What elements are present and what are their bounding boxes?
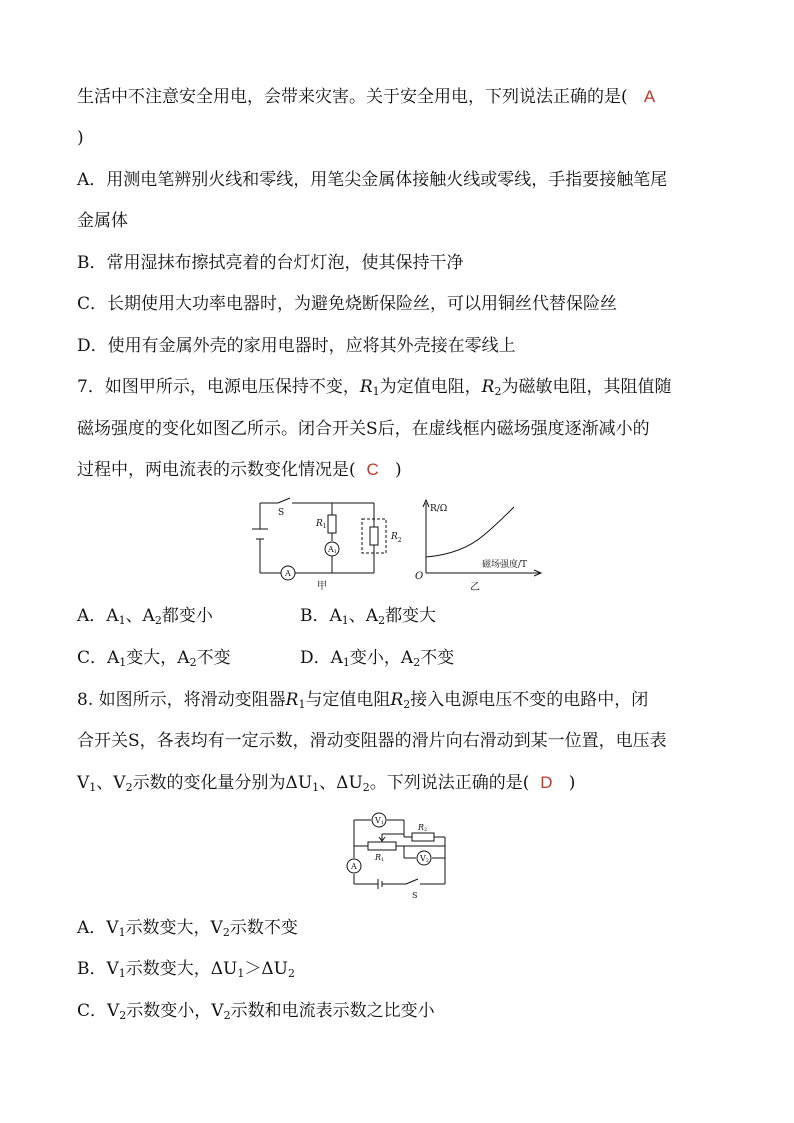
q6-option-b: B．常用湿抹布擦拭亮着的台灯灯泡，使其保持干净 [77,253,464,273]
q8-fig-label-v1: V1 [375,816,384,826]
q7-fig-label-a1: A1 [328,545,337,555]
q7-stem-line3: 过程中，两电流表的示数变化情况是( C ) [77,460,402,480]
q7-option-c: C．$A_1$变大，$A_2$不变 [77,648,231,669]
q7-fig-label-a: A [285,569,291,578]
q7-fig-label-r2-text: $R_2$ [391,532,402,544]
q6-option-c: C．长期使用大功率电器时，为避免烧断保险丝，可以用铜丝代替保险丝 [77,294,618,314]
q8-circuit-figure [340,810,460,902]
q7-graph-axis-y: R/Ω [430,504,448,514]
q7-graph-origin: O [415,571,424,582]
q6-stem: 生活中不注意安全用电，会带来灾害。关于安全用电，下列说法正确的是( A [77,87,656,107]
q7-circuit-figure-jia [250,495,390,595]
q6-option-a-cont: 金属体 [77,211,128,231]
q8-option-c: C．$V_2$示数变小，$V_2$示数和电流表示数之比变小 [77,1001,435,1022]
q7-option-b: B．$A_1$、$A_2$都变大 [300,606,437,627]
q7-graph-axis-x: 磁场强度/T [482,560,528,570]
q7-answer: C [366,460,379,479]
q6-answer: A [643,87,656,106]
q7-fig-label-s: S [278,508,285,518]
q6-close: ) [77,128,84,148]
q8-stem-line3: $V_1$、$V_2$示数的变化量分别为$\Delta U_1$、$\Delta U_2$。下列说法正确的是( D ) [77,773,576,794]
q8-fig-label-r1: R1 [375,853,385,863]
q8-fig-label-s: S [412,891,418,900]
q8-answer: D [540,773,553,792]
q8-fig-label-v2: V2 [420,854,429,864]
q7-fig-label-yi: 乙 [470,582,480,593]
q7-stem-line2: 磁场强度的变化如图乙所示。闭合开关S后，在虚线框内磁场强度逐渐减小的 [77,419,650,439]
q8-option-b: B．$V_1$示数变大，$\Delta U_1>\Delta U_2$ [77,959,295,980]
q7-graph-curve [426,507,514,557]
q8-stem-line1: 8. 如图所示，将滑动变阻器$R_1$与定值电阻$R_2$接入电源电压不变的电路中，闭 [77,690,649,711]
q7-graph-figure-yi [410,495,550,595]
q8-stem-line2: 合开关S，各表均有一定示数，滑动变阻器的滑片向右滑动到某一位置，电压表 [77,731,667,751]
q8-fig-label-a: A [351,862,357,871]
q8-option-a: A．$V_1$示数变大，$V_2$示数不变 [77,918,298,939]
q7-stem-line1: 7．如图甲所示，电源电压保持不变，$R_1$为定值电阻，$R_2$为磁敏电阻，其阻值随 [77,377,672,398]
q6-option-d: D．使用有金属外壳的家用电器时，应将其外壳接在零线上 [77,336,516,356]
q7-fig-label-r1: $R_1$ [316,519,327,530]
q6-option-a: A．用测电笔辨别火线和零线，用笔尖金属体接触火线或零线，手指要接触笔尾 [77,170,668,190]
q7-option-a: A．$A_1$、$A_2$都变小 [77,606,213,627]
q8-fig-label-r2: R2 [418,823,428,833]
q7-fig-label-jia: 甲 [317,581,327,592]
q7-option-d: D．$A_1$变小，$A_2$不变 [300,648,455,669]
